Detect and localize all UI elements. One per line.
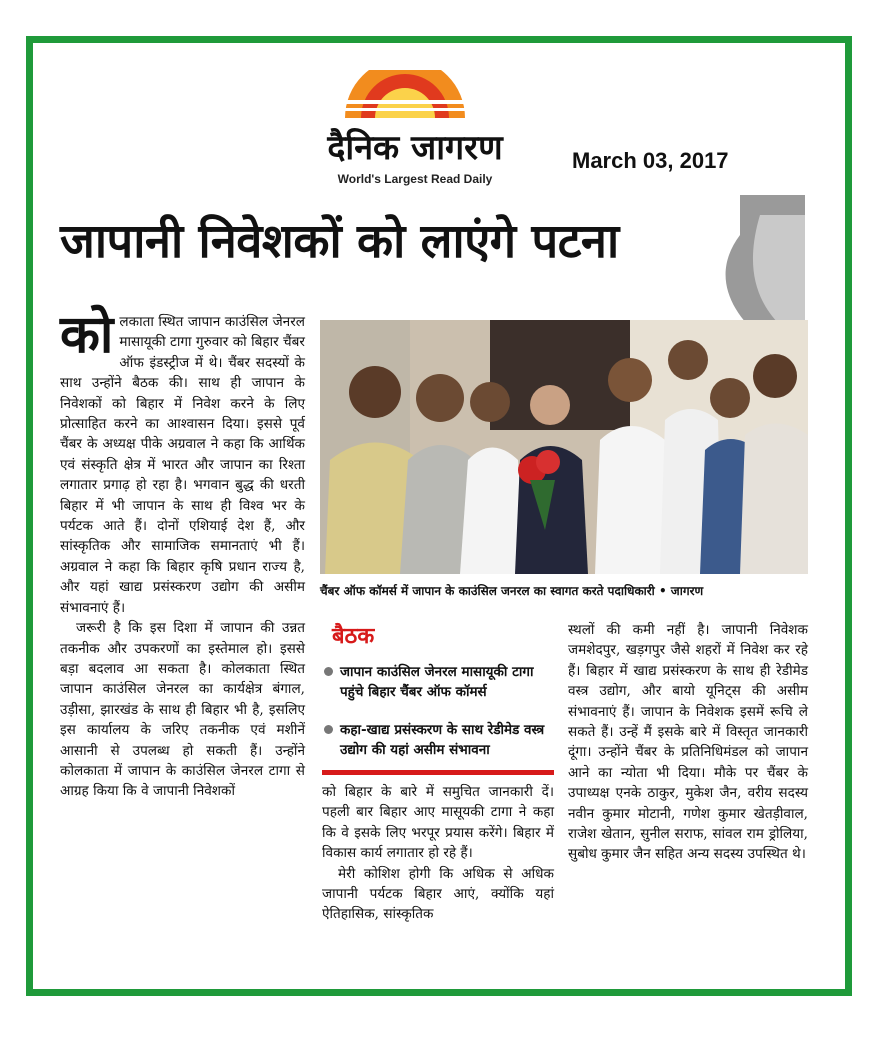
news-photo [320,320,808,574]
highlights-list [322,662,554,778]
article-paragraph: स्थलों की कमी नहीं है। जापानी निवेशक जमशेदपुर, खड़गपुर जैसे शहरों में निवेश कर रहे हैं। बिहार में खाद्य प्रसंस्करण के साथ ही रेडीमेड वस्त्र उद्योग, और बायो यूनिट्स की असीम संभावनाएं हैं। जापान के निवेशक इसमें रूचि ले सकते हैं। उन्हें मैं इसके बारे में विस्तृत जानकारी दूंगा। उन्होंने चैंबर के प्रतिनिधिमंडल को जापान आने का न्योता भी दिया। मौके पर चैंबर के उपाध्यक्ष एनके ठाकुर, मुकेश जैन, वरीय सदस्य नवीन कुमार मोटानी, गणेश कुमार खेतड़ीवाल, राजेश खेतान, सुनील सराफ, सांवल राम ड्रोलिया, सुबोध कुमार जैन सहित अन्य सदस्य उपस्थित थे। [568,622,808,863]
article-paragraph: जरूरी है कि इस दिशा में जापान की उन्नत तकनीक और उपकरणों का इस्तेमाल हो। इससे बड़ा बदलाव आ सकता है। कोलकाता स्थित जापान काउंसिल जेनरल का कार्यक्षेत्र बंगाल, उड़ीसा, झारखंड के साथ ही बिहार भी है, इसलिए इस कार्यालय के जरिए तकनीक एवं मशीनें आसानी से उपलब्ध हो सकती हैं। उन्होंने कोलकाता में जापान के काउंसिल जेनरल टागा से आग्रह किया कि वे जापानी निवेशकों [60,620,305,800]
newspaper-brand: दैनिक जागरण [327,128,503,168]
article-paragraph: लकाता स्थित जापान काउंसिल जेनरल मासायूकी टागा गुरुवार को बिहार चैंबर ऑफ इंडस्ट्रीज में थे। चैंबर सदस्यों के साथ उन्होंने बैठक की। साथ ही जापान के निवेशकों को बिहार में निवेश करने के लिए प्रोत्साहित करने का आश्वासन दिया। इससे पूर्व चैंबर के अध्यक्ष पीके अग्रवाल ने कहा कि आर्थिक एवं संस्कृति क्षेत्र में भारत और जापान का रिश्ता लगातार प्रगाढ़ हो रहा है। भगवान बुद्ध की धरती बिहार में भी जापान के साथ ही विश्व भर के पर्यटक आते हैं। दोनों एशियाई देश हैं, और सांस्कृतिक और सामाजिक समानताएं भी हैं। अग्रवाल ने कहा कि बिहार कृषि प्रधान राज्य है, और यहां खाद्य प्रसंस्करण उद्योग की असीम संभावनाएं हैं। [60,314,305,616]
photo-caption: चैंबर ऑफ कॉमर्स में जापान के काउंसिल जनरल का स्वागत करते पदाधिकारी • जागरण [320,584,704,598]
article-paragraph: को बिहार के बारे में समुचित जानकारी दें। पहली बार बिहार आए मासूयकी टागा ने कहा कि वे इसके लिए भरपूर प्रयास करेंगे। बिहार में विकास कार्य लगातार हो रहे हैं। [322,784,554,862]
bullet-icon [324,725,333,734]
article-left-column [60,305,305,802]
drop-cap: को [60,305,114,365]
list-item: कहा-खाद्य प्रसंस्करण के साथ रेडीमेड वस्त्र उद्योग की यहां असीम संभावना [322,720,554,760]
headline: जापानी निवेशकों को लाएंगे पटना [60,214,619,269]
newspaper-tagline: World's Largest Read Daily [337,172,493,186]
divider [322,770,554,775]
list-item: जापान काउंसिल जेनरल मासायूकी टागा पहुंचे बिहार चैंबर ऑफ कॉमर्स [322,662,554,702]
article-right-column [568,620,808,865]
bullet-icon [324,667,333,676]
group-photo-icon [320,320,808,574]
article-paragraph: मेरी कोशिश होगी कि अधिक से अधिक जापानी पर्यटक बिहार आएं, क्योंकि यहां ऐतिहासिक, सांस्कृतिक [322,865,554,923]
publication-date: March 03, 2017 [572,148,729,173]
sun-logo-icon [335,70,475,118]
highlights-title: बैठक [332,624,375,649]
article-middle-column [322,782,554,925]
